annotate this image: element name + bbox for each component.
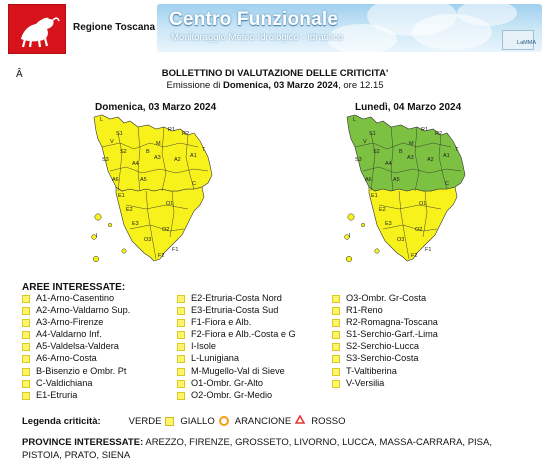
zone-label-v: V [110,139,114,145]
emission-time: , ore 12.15 [338,80,384,91]
zone-label-f1: F1 [425,247,432,253]
areas-column-2 [177,292,296,401]
areas-heading: AREE INTERESSATE: [22,282,126,293]
zone-label-r2: R2 [182,131,190,137]
area-label: R2-Romagna-Toscana [346,317,438,328]
area-label: R1-Reno [346,305,383,316]
area-list-item [332,316,438,328]
area-list-item [177,304,296,316]
yellow-square-icon [177,319,185,327]
legend-item-verde [129,416,175,427]
area-label: F1-Fiora e Alb. [191,317,252,328]
area-list-item [22,352,130,364]
zone-label-a6: A6 [365,177,372,183]
island-shape [108,223,112,227]
area-label: S2-Serchio-Lucca [346,341,420,352]
areas-column-3 [332,292,438,389]
zone-label-c: C [445,181,449,187]
areas-column-1 [22,292,130,401]
zone-label-s1: S1 [116,131,123,137]
area-label: M-Mugello-Val di Sieve [191,365,285,376]
area-list-item [332,365,438,377]
area-list-item [177,340,296,352]
criticality-legend [22,415,352,427]
tuscany-map-sunday [90,113,215,265]
area-list-item [332,377,438,389]
provinces-section [22,437,532,462]
area-label: O3-Ombr. Gr-Costa [346,293,427,303]
island-shape [361,223,365,227]
area-list-item [177,377,296,389]
zone-label-o3: O3 [397,237,405,243]
yellow-square-icon [177,331,185,339]
yellow-square-icon [332,380,340,388]
red-triangle-icon [295,415,305,427]
yellow-square-icon [177,295,185,303]
area-label: O1-Ombr. Gr-Alto [191,377,263,388]
legend-arancione-label: ARANCIONE [234,415,292,427]
provinces-heading: PROVINCE INTERESSATE: [22,437,144,448]
area-list-item [22,389,130,401]
zone-label-i: I [96,233,98,239]
legend-rosso-label: ROSSO [311,415,346,427]
zone-label-a5: A5 [140,177,147,183]
yellow-square-icon [177,355,185,363]
zone-label-m: M [409,141,414,147]
zone-label-a4: A4 [132,161,139,167]
legend-item-rosso [311,416,345,427]
area-label: A6-Arno-Costa [36,353,97,364]
yellow-square-icon [22,319,30,327]
zone-label-e2: E2 [379,207,386,213]
banner-subtitle: Monitoraggio Meteo Idrologico - Idraulico [171,32,344,43]
zone-label-e3: E3 [132,221,139,227]
emission-prefix: Emissione di [166,80,223,91]
yellow-square-icon [177,307,185,315]
legend-label: Legenda criticità: [22,415,101,427]
area-list-item [332,352,438,364]
zone-label-t: T [455,147,459,153]
criticality-map-monday [343,113,468,265]
area-list-item [22,328,130,340]
zone-label-e3: E3 [385,221,392,227]
zone-label-s1: S1 [369,131,376,137]
emission-line [0,80,550,91]
area-label: L-Lunigiana [191,353,240,364]
area-list-item [332,292,438,304]
yellow-square-icon [22,380,30,388]
zone-label-a1: A1 [190,153,197,159]
tuscany-map-monday [343,113,468,265]
island-shape [122,249,126,253]
area-label: B-Bisenzio e Ombr. Pt [36,365,127,376]
lamma-logo-text: LaMMA [517,40,536,46]
area-label: E2-Etruria-Costa Nord [191,293,282,303]
yellow-square-icon [177,343,185,351]
area-list-item [22,377,130,389]
yellow-square-icon [22,368,30,376]
zone-label-o2: O2 [162,227,170,233]
yellow-square-icon [332,331,340,339]
zone-label-a4: A4 [385,161,392,167]
green-square-icon [165,417,174,426]
area-label: A1-Arno-Casentino [36,293,115,303]
regione-toscana-logo [8,4,66,54]
area-label: A3-Arno-Firenze [36,317,104,328]
island-shape [348,214,354,220]
area-label: C-Valdichiana [36,377,93,388]
zone-label-i: I [349,233,351,239]
zone-label-s3: S3 [355,157,362,163]
zone-label-f2: F2 [411,253,418,259]
yellow-square-icon [177,368,185,376]
yellow-square-icon [22,331,30,339]
area-list-item [22,304,130,316]
zone-label-r1: R1 [421,127,429,133]
zone-label-f2: F2 [158,253,165,259]
map-date-monday: Lunedì, 04 Marzo 2024 [355,102,462,113]
zone-label-c: C [192,181,196,187]
yellow-square-icon [22,307,30,315]
island-shape [93,256,99,262]
yellow-square-icon [332,295,340,303]
zone-label-o1: O1 [419,201,427,207]
yellow-square-icon [177,380,185,388]
area-list-item [177,316,296,328]
area-list-item [177,292,296,304]
area-label: S3-Serchio-Costa [346,353,419,364]
zone-label-a5: A5 [393,177,400,183]
area-label: A4-Valdarno Inf. [36,329,102,340]
yellow-square-icon [22,355,30,363]
zone-label-a2: A2 [174,157,181,163]
zone-label-s2: S2 [120,149,127,155]
legend-item-giallo [180,416,228,427]
centro-funzionale-banner [157,4,542,52]
legend-item-arancione [235,415,305,427]
zone-label-b: B [399,149,403,155]
orange-circle-icon [219,416,229,426]
legend-verde-label: VERDE [128,415,162,427]
zone-label-l: L [100,117,104,123]
zone-label-s3: S3 [102,157,109,163]
area-label: I-Isole [191,341,217,352]
zone-label-s2: S2 [373,149,380,155]
yellow-square-icon [332,343,340,351]
area-label: A5-Valdelsa-Valdera [36,341,119,352]
area-label: A2-Arno-Valdarno Sup. [36,305,131,316]
provinces-list: AREZZO, FIRENZE, GROSSETO, LIVORNO, LUCCA, MASSA-CARRARA, PISA, PISTOIA, PRATO, SIENA [22,437,492,461]
yellow-square-icon [332,307,340,315]
zone-label-a3: A3 [407,155,414,161]
emission-date: Domenica, 03 Marzo 2024 [222,80,339,91]
criticality-map-sunday [90,113,215,265]
stray-character: Â [16,69,23,80]
zone-label-r2: R2 [435,131,443,137]
island-shape [346,256,352,262]
zone-label-o2: O2 [415,227,423,233]
area-label: E3-Etruria-Costa Sud [191,305,279,316]
region-name: Regione Toscana [73,22,156,33]
south-zone-region [369,187,457,261]
area-list-item [177,328,296,340]
area-list-item [22,316,130,328]
area-label: E1-Etruria [36,389,78,400]
area-list-item [22,365,130,377]
zone-label-a2: A2 [427,157,434,163]
zone-label-t: T [202,147,206,153]
zone-label-v: V [363,139,367,145]
area-label: S1-Serchio-Garf.-Lima [346,329,438,340]
yellow-square-icon [22,392,30,400]
map-date-sunday: Domenica, 03 Marzo 2024 [95,102,217,113]
area-list-item [22,340,130,352]
zone-label-a3: A3 [154,155,161,161]
banner-title: Centro Funzionale [169,9,339,30]
zone-label-a6: A6 [112,177,119,183]
island-shape [375,249,379,253]
area-list-item [177,365,296,377]
area-list-item [332,340,438,352]
zone-label-l: L [353,117,357,123]
zone-label-e1: E1 [371,193,378,199]
yellow-square-icon [22,295,30,303]
yellow-square-icon [22,343,30,351]
zone-label-m: M [156,141,161,147]
zone-label-e2: E2 [126,207,133,213]
area-list-item [332,328,438,340]
zone-label-e1: E1 [118,193,125,199]
area-list-item [332,304,438,316]
area-label: O2-Ombr. Gr-Medio [191,389,273,400]
island-shape [95,214,101,220]
bulletin-title: BOLLETTINO DI VALUTAZIONE DELLE CRITICITA' [161,68,389,79]
zone-label-o3: O3 [144,237,152,243]
area-list-item [177,389,296,401]
zone-label-b: B [146,149,150,155]
zone-label-o1: O1 [166,201,174,207]
legend-giallo-label: GIALLO [180,415,215,427]
yellow-square-icon [332,368,340,376]
zone-label-a1: A1 [443,153,450,159]
area-label: V-Versilia [346,377,385,388]
yellow-square-icon [332,355,340,363]
area-label: T-Valtiberina [346,365,397,376]
south-zone-region [116,187,204,261]
zone-label-r1: R1 [168,127,176,133]
area-list-item [177,352,296,364]
yellow-square-icon [177,392,185,400]
area-list-item [22,292,130,304]
zone-label-f1: F1 [172,247,179,253]
yellow-square-icon [332,319,340,327]
area-label: F2-Fiora e Alb.-Costa e G [191,329,296,340]
